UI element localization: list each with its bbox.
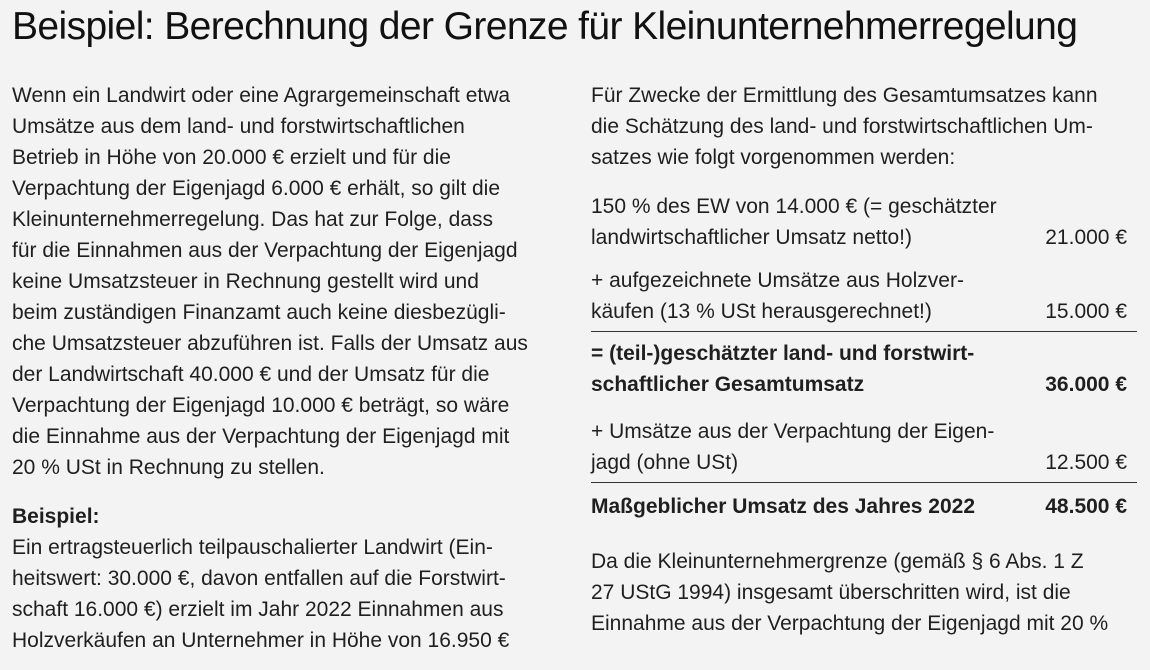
example-line: Holzverkäufen an Unternehmer in Höhe von 16.950 €: [12, 629, 510, 652]
right-column: [591, 80, 1139, 639]
paragraph-line: der Landwirtschaft 40.000 € und der Umsatz für die: [12, 363, 490, 386]
paragraph-line: beim zuständigen Finanzamt auch keine diesbezügli-: [12, 301, 506, 324]
calc-amount: 15.000 €: [1045, 300, 1127, 323]
intro-line: die Schätzung des land- und forstwirtschaftlichen Um-: [591, 115, 1093, 138]
intro-paragraph: [12, 80, 572, 483]
calc-text: käufen (13 % USt herausgerechnet!): [591, 300, 932, 323]
closing-line: Da die Kleinunternehmergrenze (gemäß § 6 Abs. 1 Z: [591, 550, 1084, 573]
calc-text: jagd (ohne USt): [591, 451, 739, 474]
paragraph-line: che Umsatzsteuer abzuführen ist. Falls der Umsatz aus: [12, 332, 528, 355]
paragraph-line: Umsätze aus dem land- und forstwirtschaftlichen: [12, 115, 465, 138]
paragraph-line: Kleinunternehmerregelung. Das hat zur Folge, dass: [12, 208, 493, 231]
paragraph-line: Betrieb in Höhe von 20.000 € erzielt und für die: [12, 146, 451, 169]
calc-text: landwirtschaftlicher Umsatz netto!): [591, 226, 912, 249]
paragraph-line: Verpachtung der Eigenjagd 10.000 € beträgt, so wäre: [12, 394, 510, 417]
paragraph-line: Wenn ein Landwirt oder eine Agrargemeinschaft etwa: [12, 84, 511, 107]
paragraph-line: 20 % USt in Rechnung zu stellen.: [12, 456, 325, 479]
closing-line: 27 UStG 1994) insgesamt überschritten wird, ist die: [591, 581, 1071, 604]
calc-row-ew: [591, 189, 1139, 257]
paragraph-line: für die Einnahmen aus der Verpachtung der Eigenjagd: [12, 239, 518, 262]
calc-row-subtotal: [591, 332, 1139, 404]
paragraph-line: die Einnahme aus der Verpachtung der Eigenjagd mit: [12, 425, 510, 448]
example-heading: Beispiel:: [12, 505, 100, 528]
calc-intro: [591, 80, 1139, 173]
calc-text: + Umsätze aus der Verpachtung der Eigen-: [591, 420, 995, 443]
paragraph-line: Verpachtung der Eigenjagd 6.000 € erhält, so gilt die: [12, 177, 501, 200]
closing-line: Einnahme aus der Verpachtung der Eigenjagd mit 20 %: [591, 612, 1109, 635]
calc-amount: 12.500 €: [1045, 451, 1127, 474]
closing-paragraph: [591, 546, 1139, 639]
example-line: heitswert: 30.000 €, davon entfallen auf die Forstwirt-: [12, 567, 506, 590]
calc-row-total: [591, 483, 1139, 526]
intro-line: Für Zwecke der Ermittlung des Gesamtumsatzes kann: [591, 84, 1098, 107]
calc-text: 150 % des EW von 14.000 € (= geschätzter: [591, 195, 997, 218]
left-column: [12, 80, 572, 656]
intro-line: satzes wie folgt vorgenommen werden:: [591, 146, 956, 169]
calc-row-jagd: [591, 414, 1139, 482]
calc-text: schaftlicher Gesamtumsatz: [591, 373, 865, 396]
example-line: schaft 16.000 €) erzielt im Jahr 2022 Einnahmen aus: [12, 598, 504, 621]
calc-amount: 21.000 €: [1045, 226, 1127, 249]
calc-text: + aufgezeichnete Umsätze aus Holzver-: [591, 269, 964, 292]
calc-amount: 36.000 €: [1045, 373, 1127, 396]
calc-text: = (teil-)geschätzter land- und forstwirt-: [591, 342, 975, 365]
calc-amount: 48.500 €: [1045, 495, 1127, 518]
paragraph-line: keine Umsatzsteuer in Rechnung gestellt wird und: [12, 270, 479, 293]
calc-text: Maßgeblicher Umsatz des Jahres 2022: [591, 495, 976, 518]
example-line: Ein ertragsteuerlich teilpauschalierter Landwirt (Ein-: [12, 536, 493, 559]
example-paragraph: [12, 532, 572, 656]
page-title: Beispiel: Berechnung der Grenze für Kleinunternehmerregelung: [12, 5, 1078, 48]
calc-row-holz: [591, 263, 1139, 331]
